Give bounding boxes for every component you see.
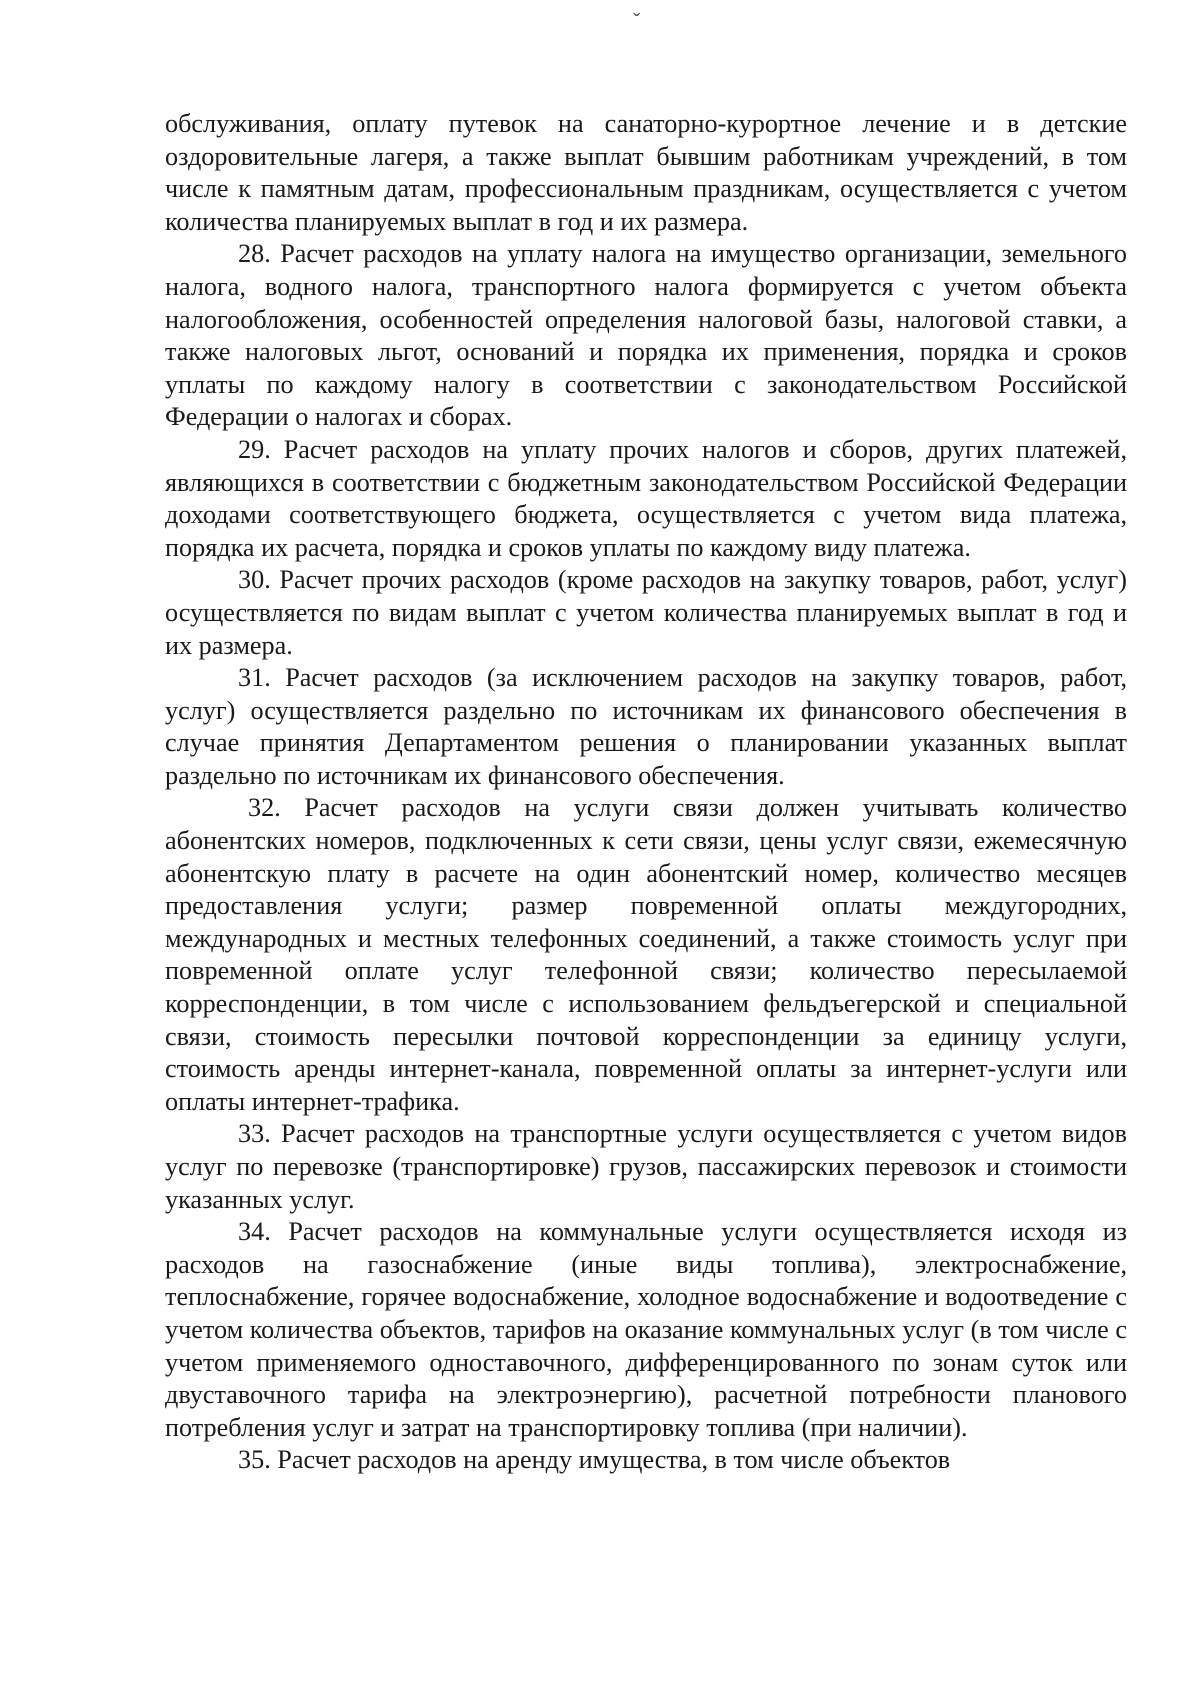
paragraph-31: 31. Расчет расходов (за исключением расходов на закупку товаров, работ, услуг) осуществляется раздельно по источникам их финансового обеспечения в случае принятия Департаментом решения о планировании указанных выплат раздельно по источникам их финансового обеспечения. bbox=[165, 663, 1127, 790]
paragraph-continuation: обслуживания, оплату путевок на санаторно-курортное лечение и в детские оздоровительные лагеря, а также выплат бывшим работникам учреждений, в том числе к памятным датам, профессиональным праздникам, осуществляется с учетом количества планируемых выплат в год и их размера. bbox=[165, 109, 1127, 236]
paragraph-29: 29. Расчет расходов на уплату прочих налогов и сборов, других платежей, являющихся в соответствии с бюджетным законодательством Российской Федерации доходами соответствующего бюджета, осуществляется с учетом вида платежа, порядка их расчета, порядка и сроков уплаты по каждому виду платежа. bbox=[165, 434, 1127, 562]
paragraph-28: 28. Расчет расходов на уплату налога на имущество организации, земельного налога, водного налога, транспортного налога формируется с учетом объекта налогообложения, особенностей определения налоговой базы, налоговой ставки, а также налоговых льгот, оснований и порядка их применения, порядка и сроков уплаты по каждому налогу в соответствии с законодательством Российской Федерации о налогах и сборах. bbox=[165, 239, 1127, 432]
paragraph-34: 34. Расчет расходов на коммунальные услуги осуществляется исходя из расходов на газоснабжение (иные виды топлива), электроснабжение, теплоснабжение, горячее водоснабжение, холодное водоснабжение и водоотведение с учетом количества объектов, тарифов на оказание коммунальных услуг (в том числе с учетом применяемого одноставочного, дифференцированного по зонам суток или двуставочного тарифа на электроэнергию), расчетной потребности планового потребления услуг и затрат на транспортировку топлива (при наличии). bbox=[165, 1217, 1127, 1442]
document-body bbox=[165, 108, 1127, 1477]
paragraph-35: 35. Расчет расходов на аренду имущества, в том числе объектов bbox=[238, 1445, 951, 1475]
paragraph-32: 32. Расчет расходов на услуги связи должен учитывать количество абонентских номеров, подключенных к сети связи, цены услуг связи, ежемесячную абонентскую плату в расчете на один абонентский номер, количество месяцев предоставления услуги; размер повременной оплаты междугородних, международных и местных телефонных соединений, а также стоимость услуг при повременной оплате услуг телефонной связи; количество пересылаемой корреспонденции, в том числе с использованием фельдъегерской и специальной связи, стоимость пересылки почтовой корреспонденции за единицу услуги, стоимость аренды интернет-канала, повременной оплаты за интернет-услуги или оплаты интернет-трафика. bbox=[165, 793, 1127, 1116]
paragraph-30: 30. Расчет прочих расходов (кроме расходов на закупку товаров, работ, услуг) осуществляется по видам выплат с учетом количества планируемых выплат в год и их размера. bbox=[165, 565, 1127, 660]
paragraph-33: 33. Расчет расходов на транспортные услуги осуществляется с учетом видов услуг по перевозке (транспортировке) грузов, пассажирских перевозок и стоимости указанных услуг. bbox=[165, 1119, 1127, 1214]
header-mark: ˇ bbox=[633, 8, 641, 33]
